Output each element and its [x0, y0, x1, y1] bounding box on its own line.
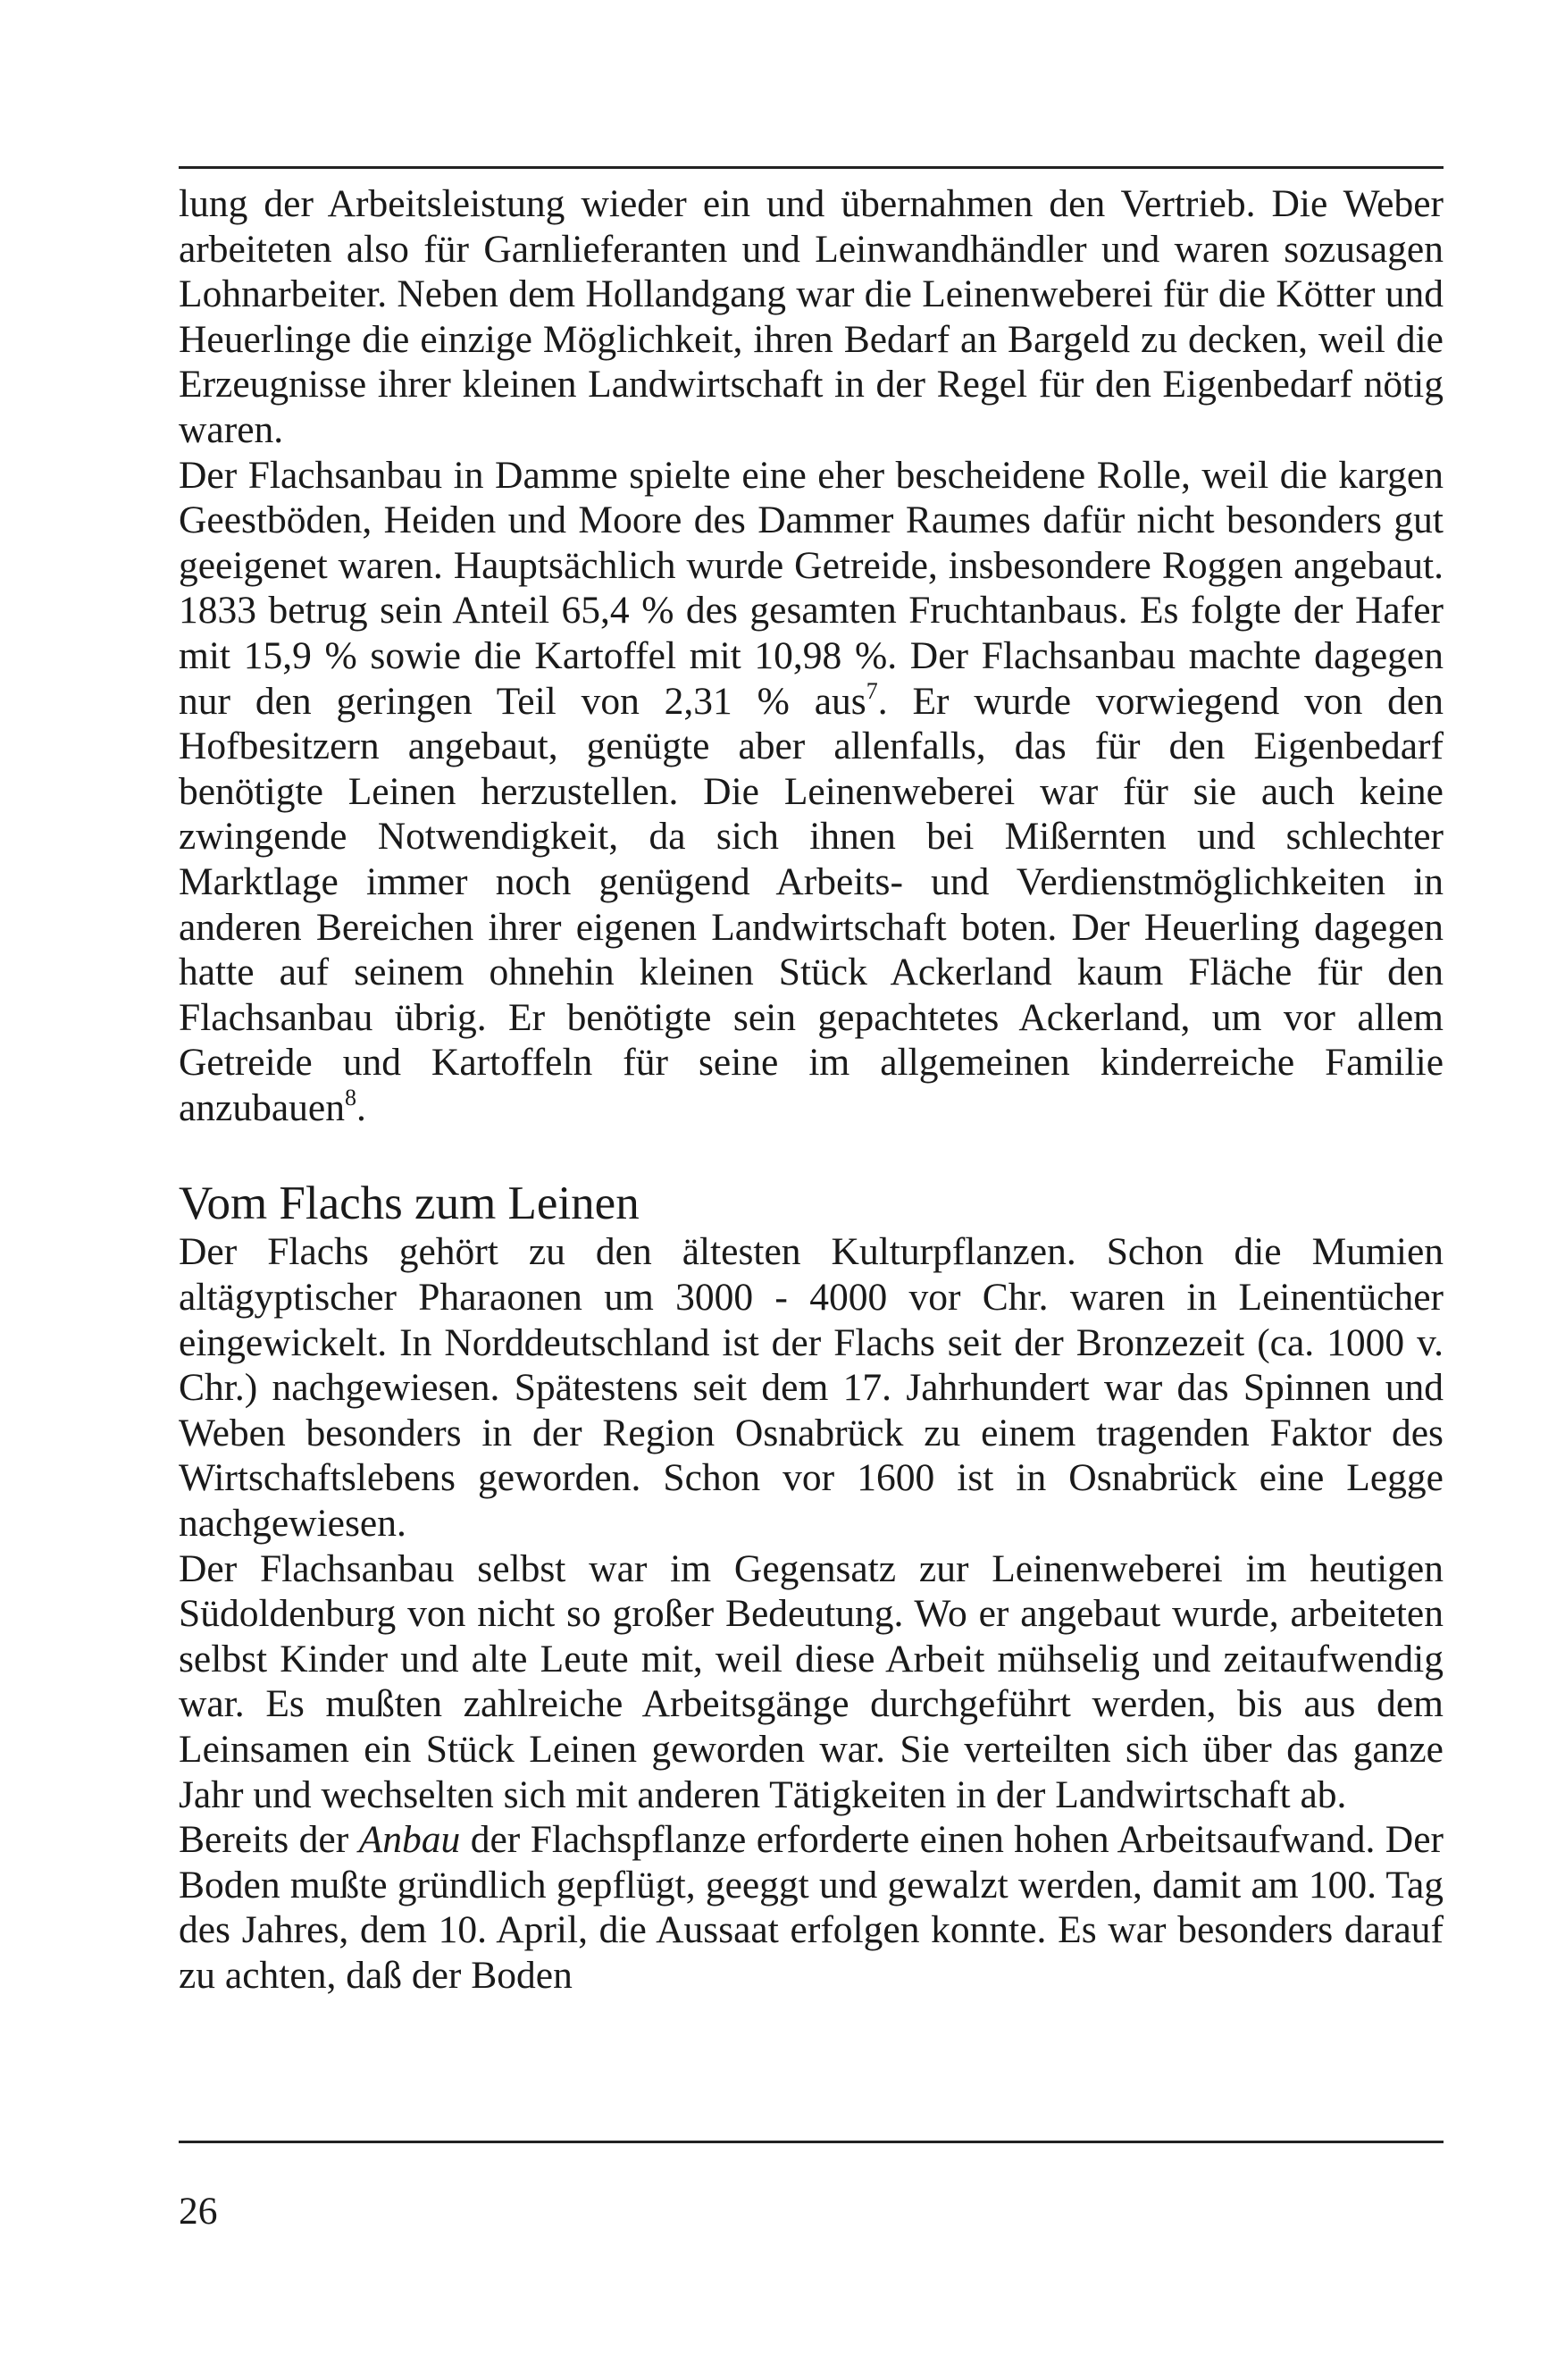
- paragraph-flax-cultivation: [179, 453, 1444, 1131]
- paragraph-history: Der Flachs gehört zu den ältesten Kulturpflanzen. Schon die Mumien altägyptischer Pharaonen um 3000 - 4000 vor Chr. waren in Leinentücher eingewickelt. In Norddeutschland ist der Flachs seit der Bronzezeit (ca. 1000 v. Chr.) nachgewiesen. Spätestens seit dem 17. Jahrhundert war das Spinnen und Weben besonders in der Region Osnabrück zu einem tragenden Faktor des Wirtschaftslebens geworden. Schon vor 1600 ist in Osnabrück eine Legge nachgewiesen.: [179, 1230, 1444, 1546]
- paragraph-text: Der Flachsanbau in Damme spielte eine eher bescheidene Rolle, weil die kargen Geestböden, Heiden und Moore des Dammer Raumes dafür nicht besonders gut geeigenet waren. Hauptsächlich wurde Getreide, insbesondere Roggen angebaut. 1833 betrug sein Anteil 65,4 % des gesamten Fruchtanbaus. Es folgte der Hafer mit 15,9 % sowie die Kartoffel mit 10,98 %. Der Flachsanbau machte dagegen nur den geringen Teil von 2,31 % aus: [179, 453, 1444, 723]
- paragraph-text: der Flachspflanze erforderte einen hohen Arbeitsaufwand. Der Boden mußte gründlich gepflügt, geeggt und gewalzt werden, damit am 100. Tag des Jahres, dem 10. April, die Aussaat erfolgen konnte. Es war besonders darauf zu achten, daß der Boden: [179, 1818, 1444, 1997]
- footer-rule: [179, 2141, 1444, 2143]
- header-rule: [179, 166, 1444, 169]
- paragraph-continuation: lung der Arbeitsleistung wieder ein und übernahmen den Vertrieb. Die Weber arbeiteten also für Garnlieferanten und Leinwandhändler und waren sozusagen Lohnarbeiter. Neben dem Hollandgang war die Leinenweberei für die Kötter und Heuerlinge die einzige Möglichkeit, ihren Bedarf an Bargeld zu decken, weil die Erzeugnisse ihrer kleinen Landwirtschaft in der Regel für den Eigenbedarf nötig waren.: [179, 182, 1444, 451]
- page-number: 26: [179, 2190, 218, 2233]
- footnote-marker: 8: [344, 1084, 356, 1110]
- footnote-marker: 7: [866, 677, 878, 704]
- paragraph-cultivation: [179, 1817, 1444, 1998]
- emphasized-term: Anbau: [358, 1818, 461, 1862]
- paragraph-text: .: [356, 1085, 366, 1129]
- body-text: [179, 181, 1444, 1999]
- paragraph-text: Bereits der: [179, 1818, 359, 1862]
- paragraph-text: . Er wurde vorwiegend von den Hofbesitzern angebaut, genügte aber allenfalls, das für den Eigenbedarf benötigte Leinen herzustellen. Die Leinenweberei war für sie auch keine zwingende Notwendigkeit, da sich ihnen bei Mißernten und schlechter Marktlage immer noch genügend Arbeits- und Verdienstmöglichkeiten in anderen Bereichen ihrer eigenen Landwirtschaft boten. Der Heuerling dagegen hatte auf seinem ohnehin kleinen Stück Ackerland kaum Fläche für den Flachsanbau übrig. Er benötigte sein gepachtetes Ackerland, um vor allem Getreide und Kartoffeln für seine im allgemeinen kinderreiche Familie anzubauen: [179, 679, 1444, 1129]
- section-heading: Vom Flachs zum Leinen: [179, 1177, 640, 1230]
- paragraph-flax-importance: Der Flachsanbau selbst war im Gegensatz zur Leinenweberei im heutigen Südoldenburg von nicht so großer Bedeutung. Wo er angebaut wurde, arbeiteten selbst Kinder und alte Leute mit, weil diese Arbeit mühselig und zeitaufwendig war. Es mußten zahlreiche Arbeitsgänge durchgeführt werden, bis aus dem Leinsamen ein Stück Leinen geworden war. Sie verteilten sich über das ganze Jahr und wechselten sich mit anderen Tätigkeiten in der Landwirtschaft ab.: [179, 1546, 1444, 1816]
